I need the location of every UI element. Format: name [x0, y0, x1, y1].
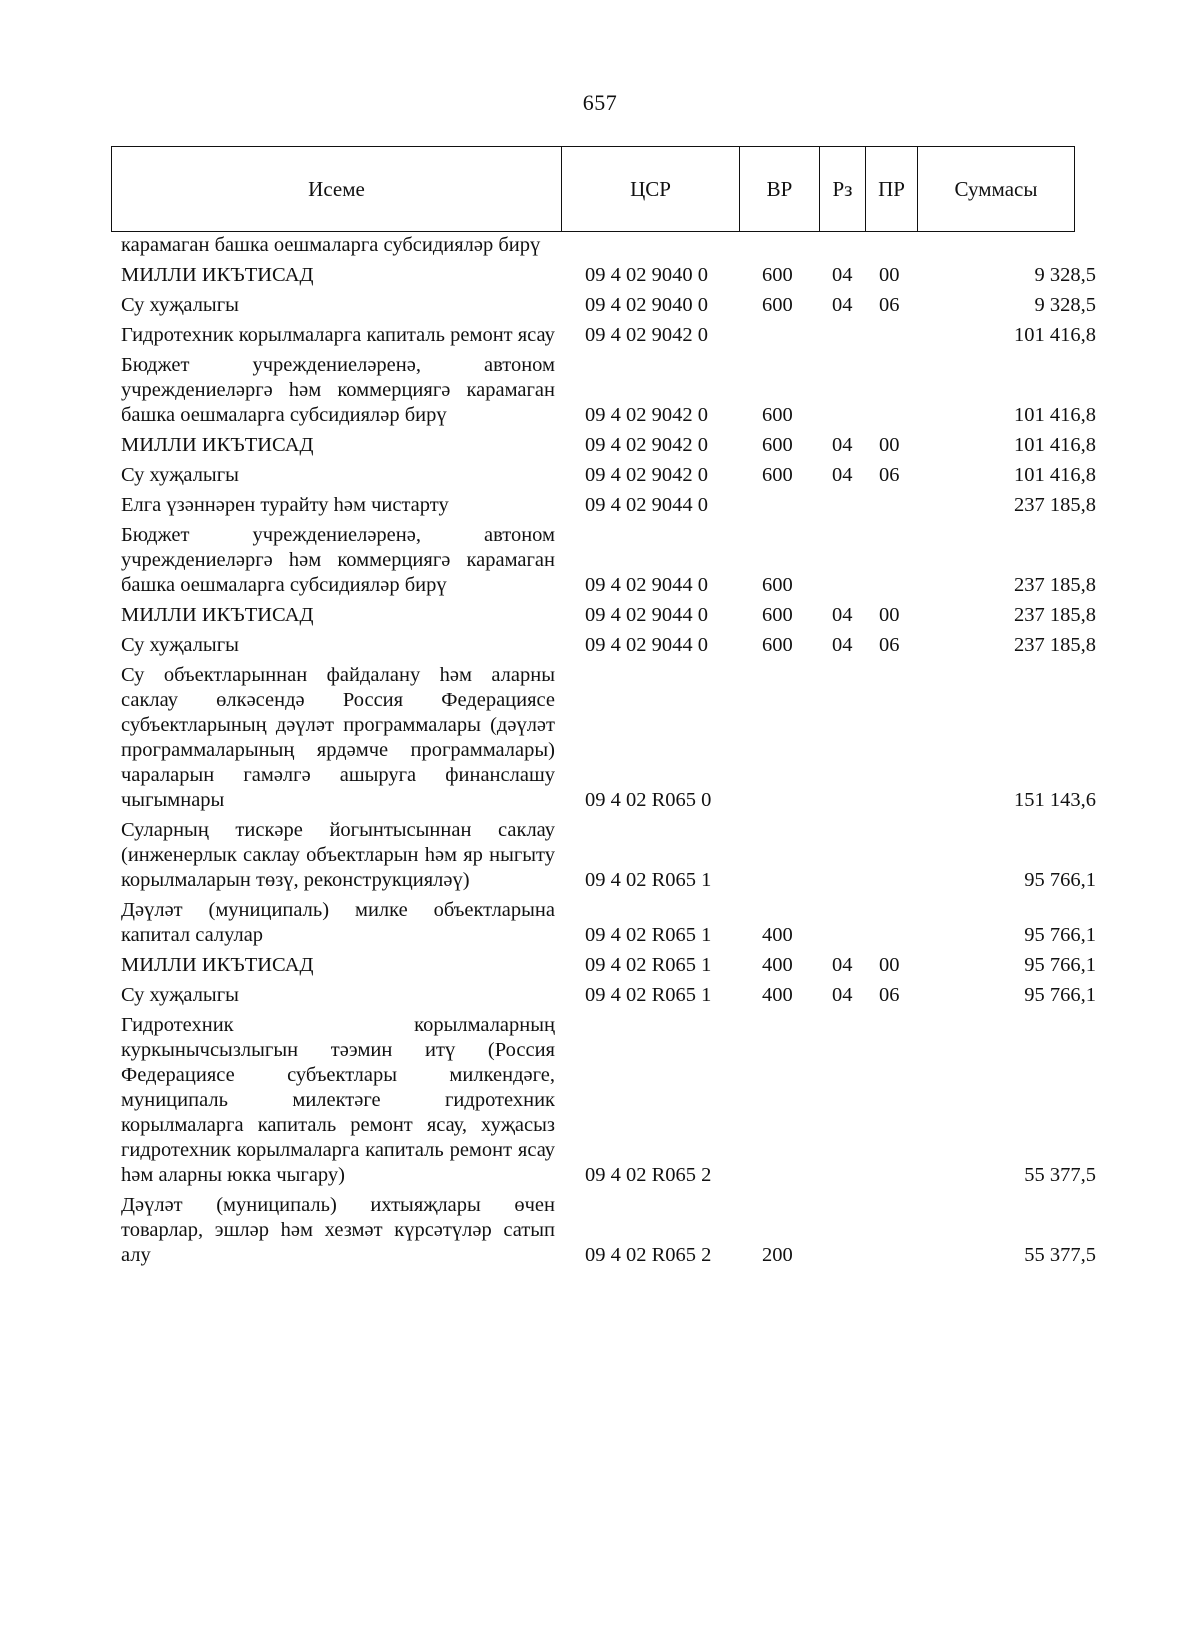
row-vr: 600: [762, 574, 793, 596]
header-rz: Рз: [820, 147, 866, 231]
row-name: Бюджет учреждениеләренә, автоном учреждениеләргә һәм коммерциягә карамаган башка оешмаларга субсидияләр бирү: [121, 354, 555, 426]
row-sum: 101 416,8: [1014, 404, 1096, 426]
table-row: [0, 1013, 1200, 1188]
table-row: [0, 603, 1200, 628]
row-name: Су хуҗалыгы: [121, 634, 239, 656]
row-rz: 04: [832, 294, 853, 316]
row-sum: 237 185,8: [1014, 494, 1096, 516]
row-csr: 09 4 02 9042 0: [585, 324, 708, 346]
row-csr: 09 4 02 R065 0: [585, 789, 712, 811]
row-vr: 400: [762, 954, 793, 976]
row-vr: 400: [762, 984, 793, 1006]
table-row: [0, 663, 1200, 813]
row-csr: 09 4 02 9044 0: [585, 634, 708, 656]
row-csr: 09 4 02 R065 1: [585, 984, 712, 1006]
row-pr: 06: [879, 464, 900, 486]
table-row: [0, 983, 1200, 1008]
row-sum: 55 377,5: [1024, 1164, 1096, 1186]
row-csr: 09 4 02 R065 1: [585, 954, 712, 976]
row-rz: 04: [832, 464, 853, 486]
row-pr: 00: [879, 264, 900, 286]
row-pr: 00: [879, 954, 900, 976]
row-vr: 400: [762, 924, 793, 946]
row-sum: 237 185,8: [1014, 604, 1096, 626]
row-csr: 09 4 02 9044 0: [585, 604, 708, 626]
row-rz: 04: [832, 634, 853, 656]
row-name: Су хуҗалыгы: [121, 984, 239, 1006]
table-row: [0, 953, 1200, 978]
row-name: Су объектларыннан файдалану һәм аларны саклау өлкәсендә Россия Федерациясе субъектларының дәүләт программалары (дәүләт программаларының ярдәмче программалары) чараларын гамәлгә ашыруга финанслашу чыгымнары: [121, 664, 555, 811]
row-name: карамаган башка оешмаларга субсидияләр бирү: [121, 234, 541, 256]
row-name: Су хуҗалыгы: [121, 464, 239, 486]
row-vr: 200: [762, 1244, 793, 1266]
row-csr: 09 4 02 9044 0: [585, 574, 708, 596]
row-sum: 237 185,8: [1014, 634, 1096, 656]
row-name: Гидротехник корылмаларга капиталь ремонт ясау: [121, 324, 555, 346]
row-name: МИЛЛИ ИКЪТИСАД: [121, 264, 314, 286]
table-header: [111, 146, 1075, 232]
row-rz: 04: [832, 264, 853, 286]
table-row: [0, 433, 1200, 458]
row-pr: 06: [879, 634, 900, 656]
row-csr: 09 4 02 R065 2: [585, 1164, 712, 1186]
row-sum: 151 143,6: [1014, 789, 1096, 811]
row-name: Гидротехник корылмаларның куркынычсызлыгын тәэмин итү (Россия Федерациясе субъектлары милкендәге, муниципаль милектәге гидротехник корылмаларга капиталь ремонт ясау, хуҗасыз гидротехник корылмаларга капиталь ремонт ясау һәм аларны юкка чыгару): [121, 1014, 555, 1186]
row-sum: 101 416,8: [1014, 464, 1096, 486]
row-csr: 09 4 02 9040 0: [585, 264, 708, 286]
row-name: Бюджет учреждениеләренә, автоном учреждениеләргә һәм коммерциягә карамаган башка оешмаларга субсидияләр бирү: [121, 524, 555, 596]
row-name: МИЛЛИ ИКЪТИСАД: [121, 604, 314, 626]
row-sum: 101 416,8: [1014, 434, 1096, 456]
row-csr: 09 4 02 9042 0: [585, 434, 708, 456]
row-pr: 00: [879, 604, 900, 626]
row-name: Елга үзәннәрен турайту һәм чистарту: [121, 494, 449, 516]
row-rz: 04: [832, 604, 853, 626]
row-csr: 09 4 02 9040 0: [585, 294, 708, 316]
table-row: [0, 353, 1200, 428]
row-sum: 9 328,5: [1034, 264, 1096, 286]
row-name: Суларның тискәре йогынтысыннан саклау (инженерлык саклау объектларын һәм яр ныгыту корылмаларын төзү, реконструкцияләү): [121, 819, 555, 891]
row-csr: 09 4 02 R065 2: [585, 1244, 712, 1266]
row-name: МИЛЛИ ИКЪТИСАД: [121, 954, 314, 976]
row-name: Су хуҗалыгы: [121, 294, 239, 316]
row-sum: 9 328,5: [1034, 294, 1096, 316]
row-vr: 600: [762, 464, 793, 486]
table-row: [0, 323, 1200, 348]
row-vr: 600: [762, 634, 793, 656]
table-row: [0, 633, 1200, 658]
table-row: [0, 818, 1200, 893]
row-csr: 09 4 02 9042 0: [585, 404, 708, 426]
header-name: Исеме: [112, 147, 562, 231]
table-row: [0, 1193, 1200, 1268]
table-row: [0, 463, 1200, 488]
row-vr: 600: [762, 294, 793, 316]
row-sum: 95 766,1: [1024, 984, 1096, 1006]
row-name: Дәүләт (муниципаль) ихтыяҗлары өчен товарлар, эшләр һәм хезмәт күрсәтүләр сатып алу: [121, 1194, 555, 1266]
table-row: [0, 293, 1200, 318]
row-csr: 09 4 02 R065 1: [585, 924, 712, 946]
row-vr: 600: [762, 264, 793, 286]
header-pr: ПР: [866, 147, 918, 231]
row-name: Дәүләт (муниципаль) милке объектларына капитал салулар: [121, 899, 555, 946]
header-vr: ВР: [740, 147, 820, 231]
row-sum: 101 416,8: [1014, 324, 1096, 346]
row-sum: 237 185,8: [1014, 574, 1096, 596]
table-row: [0, 898, 1200, 948]
table-row: [0, 493, 1200, 518]
row-rz: 04: [832, 954, 853, 976]
row-csr: 09 4 02 9044 0: [585, 494, 708, 516]
row-rz: 04: [832, 434, 853, 456]
row-pr: 06: [879, 984, 900, 1006]
row-sum: 95 766,1: [1024, 954, 1096, 976]
row-name: МИЛЛИ ИКЪТИСАД: [121, 434, 314, 456]
row-pr: 00: [879, 434, 900, 456]
row-sum: 95 766,1: [1024, 924, 1096, 946]
header-csr: ЦСР: [562, 147, 740, 231]
header-sum: Суммасы: [954, 176, 1038, 201]
row-rz: 04: [832, 984, 853, 1006]
table-row: [0, 523, 1200, 598]
row-pr: 06: [879, 294, 900, 316]
table-body: [0, 233, 1200, 1273]
row-vr: 600: [762, 434, 793, 456]
row-vr: 600: [762, 604, 793, 626]
row-csr: 09 4 02 R065 1: [585, 869, 712, 891]
row-csr: 09 4 02 9042 0: [585, 464, 708, 486]
page-number: 657: [582, 90, 618, 115]
row-sum: 95 766,1: [1024, 869, 1096, 891]
row-vr: 600: [762, 404, 793, 426]
table-row: [0, 263, 1200, 288]
row-sum: 55 377,5: [1024, 1244, 1096, 1266]
table-row: [0, 233, 1200, 258]
